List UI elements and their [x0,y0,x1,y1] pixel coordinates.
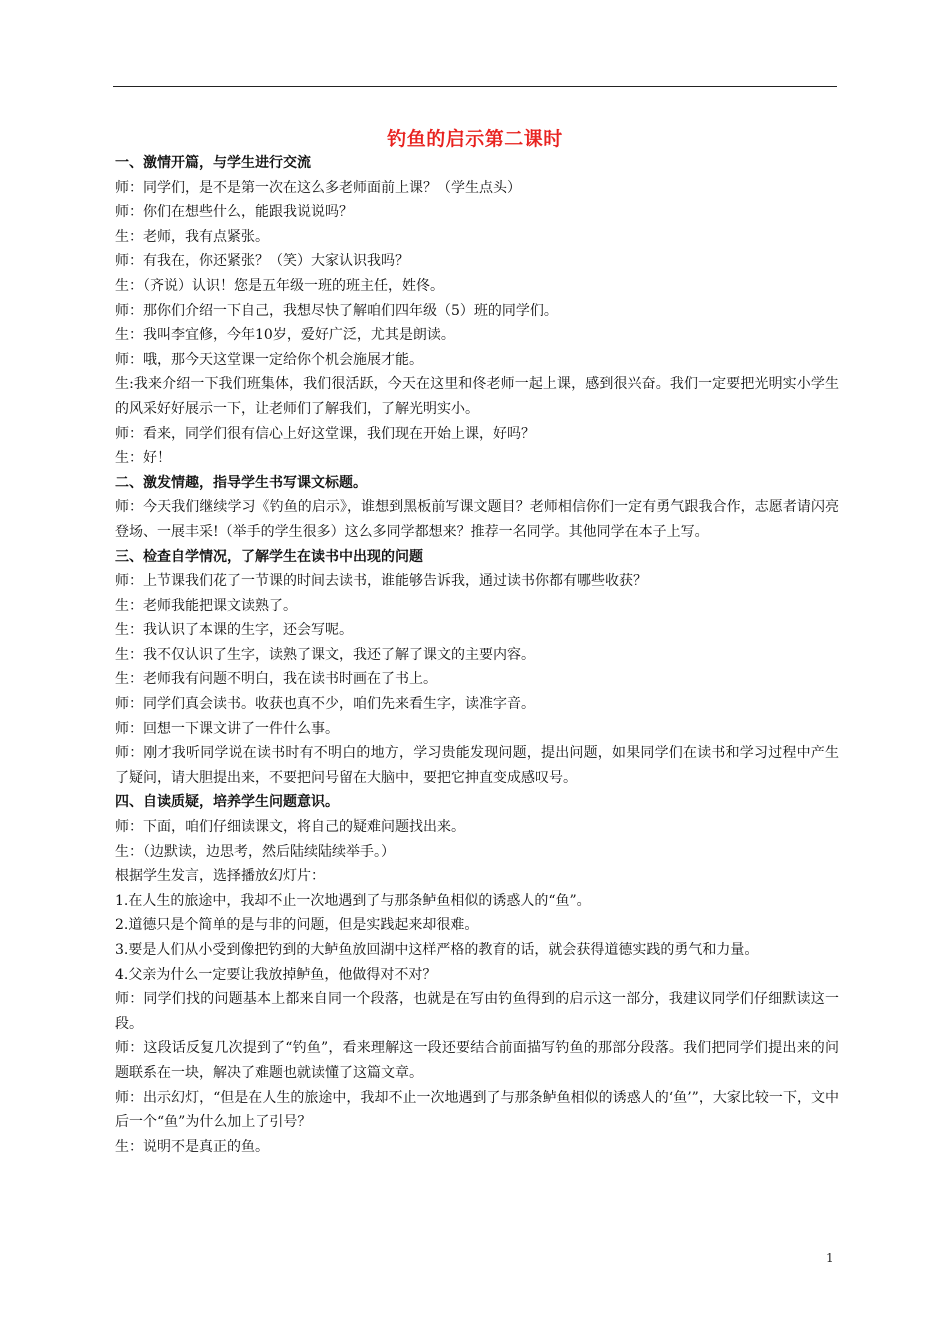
text-line: 生：我叫李宜修，今年10岁，爱好广泛，尤其是朗读。 [115,327,455,344]
text-line: 生：说明不是真正的鱼。 [115,1138,269,1155]
header-rule [113,86,837,87]
text-paragraph: 师：刚才我听同学说在读书时有不明白的地方，学习贵能发现问题，提出问题，如果同学们在读书和学习过程中产生了疑问，请大胆提出来，不要把问号留在大脑中，要把它抻直变成感叹号。 [115,745,839,786]
text-line: 生：（边默读，边思考，然后陆续陆续举手。） [115,843,395,860]
text-line: 生：（齐说）认识！您是五年级一班的班主任，姓佟。 [115,277,444,294]
text-line: 师：下面，咱们仔细读课文，将自己的疑难问题找出来。 [115,819,465,836]
text-line: 生：老师，我有点紧张。 [115,228,269,245]
text-line: 生：老师我能把课文读熟了。 [115,597,297,614]
text-line: 根据学生发言，选择播放幻灯片： [115,868,325,885]
text-line: 师：回想一下课文讲了一件什么事。 [115,720,339,737]
document-title: 钓鱼的启示第二课时 [387,128,563,150]
text-paragraph: 师：这段话反复几次提到了“钓鱼”，看来理解这一段还要结合前面描写钓鱼的那部分段落。我们把同学们提出来的问题联系在一块，解决了难题也就读懂了这篇文章。 [115,1040,839,1081]
text-paragraph: 师：今天我们继续学习《钓鱼的启示》，谁想到黑板前写课文题目？老师相信你们一定有勇气跟我合作，志愿者请闪亮登场、一展丰采!（举手的学生很多）这么多同学都想来？推荐一名同学。其他同学在本子上写。 [115,499,839,540]
section-heading: 三、检查自学情况，了解学生在读书中出现的问题 [115,548,423,565]
text-line: 生：老师我有问题不明白，我在读书时画在了书上。 [115,671,437,688]
section-heading: 四、自读质疑，培养学生问题意识。 [115,794,339,811]
text-paragraph: 师：出示幻灯，“但是在人生的旅途中，我却不止一次地遇到了与那条鲈鱼相似的诱惑人的‘鱼’”，大家比较一下，文中后一个“鱼”为什么加上了引号？ [115,1089,839,1131]
text-paragraph: 生:我来介绍一下我们班集体，我们很活跃，今天在这里和佟老师一起上课，感到很兴奋。我们一定要把光明实小学生的风采好好展示一下，让老师们了解我们，了解光明实小。 [115,376,839,417]
text-line: 2.道德只是个简单的是与非的问题，但是实践起来却很难。 [115,917,479,934]
text-line: 1.在人生的旅途中，我却不止一次地遇到了与那条鲈鱼相似的诱惑人的“鱼”。 [115,892,591,909]
text-line: 师：有我在，你还紧张？（笑）大家认识我吗？ [115,253,409,270]
page-number: 1 [826,1251,834,1265]
text-line: 师：同学们真会读书。收获也真不少，咱们先来看生字，读准字音。 [115,696,535,713]
text-line: 师：哦，那今天这堂课一定给你个机会施展才能。 [115,351,423,368]
text-line: 师：同学们，是不是第一次在这么多老师面前上课？（学生点头） [115,179,521,196]
lesson-body [115,151,839,1159]
section-heading: 一、激情开篇，与学生进行交流 [115,155,311,171]
text-line: 师：看来，同学们很有信心上好这堂课，我们现在开始上课，好吗？ [115,425,535,442]
text-line: 生：我不仅认识了生字，读熟了课文，我还了解了课文的主要内容。 [115,646,535,663]
text-paragraph: 师：同学们找的问题基本上都来自同一个段落，也就是在写由钓鱼得到的启示这一部分，我建议同学们仔细默读这一段。 [115,991,839,1032]
text-line: 师：上节课我们花了一节课的时间去读书，谁能够告诉我，通过读书你都有哪些收获？ [115,573,647,590]
text-line: 师：你们在想些什么，能跟我说说吗？ [115,204,353,221]
section-heading: 二、激发情趣，指导学生书写课文标题。 [115,474,367,491]
text-line: 生：好！ [115,450,171,467]
text-paragraph: 3.要是人们从小受到像把钓到的大鲈鱼放回湖中这样严格的教育的话，就会获得道德实践的勇气和力量。 [115,942,759,958]
text-line: 4.父亲为什么一定要让我放掉鲈鱼，他做得对不对？ [115,966,437,983]
text-line: 师：那你们介绍一下自己，我想尽快了解咱们四年级（5）班的同学们。 [115,302,558,319]
text-line: 生：我认识了本课的生字，还会写呢。 [115,622,353,639]
